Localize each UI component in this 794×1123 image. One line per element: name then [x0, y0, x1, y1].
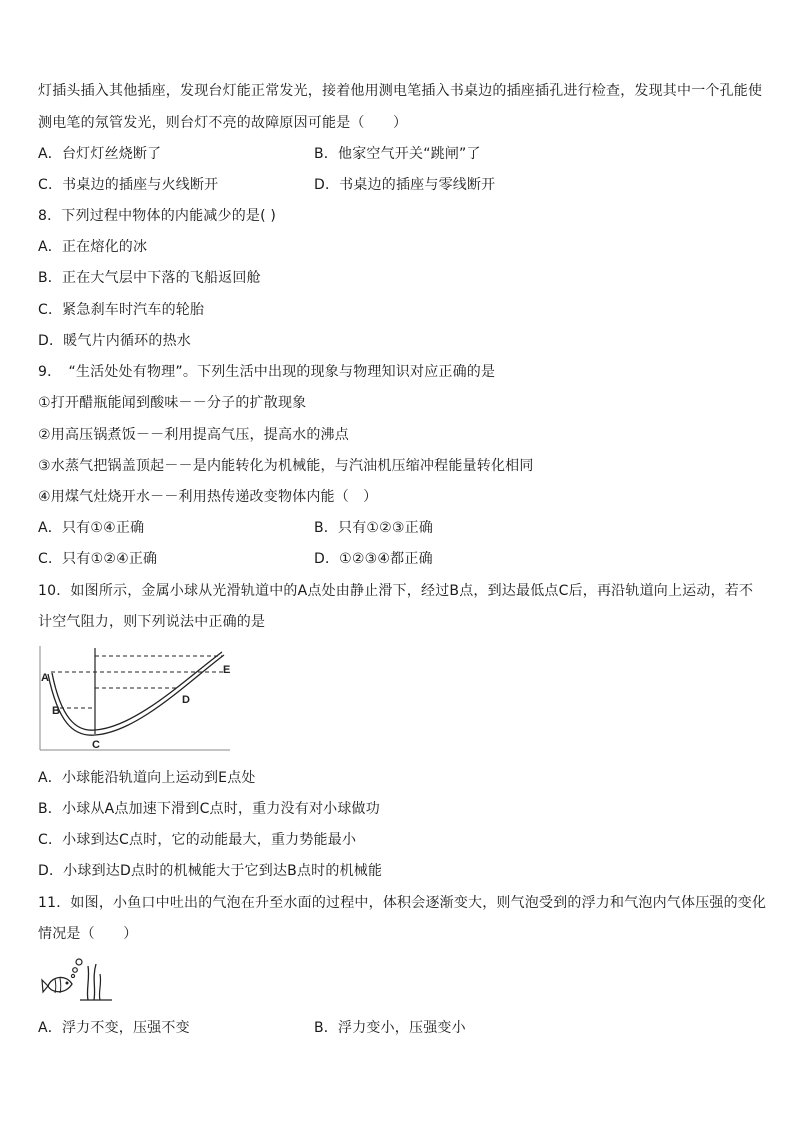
- water-plant-icon: [80, 964, 112, 1000]
- q7-option-d: D．书桌边的插座与零线断开: [314, 177, 496, 193]
- q9-stem: 9． “生活处处有物理”。下列生活中出现的现象与物理知识对应正确的是: [38, 364, 496, 380]
- q8-stem: 8．下列过程中物体的内能减少的是( ): [38, 208, 277, 224]
- q7-option-c: C．书桌边的插座与火线断开: [38, 177, 219, 193]
- q10-stem-line2: 计空气阻力，则下列说法中正确的是: [38, 614, 266, 630]
- q10-option-c: C．小球到达C点时，它的动能最大，重力势能最小: [38, 832, 357, 848]
- label-a: A: [41, 672, 49, 684]
- q10-option-d: D．小球到达D点时的机械能大于它到达B点时的机械能: [38, 863, 383, 879]
- q9-statement-1: ①打开醋瓶能闻到酸味－－分子的扩散现象: [38, 395, 307, 411]
- q11-option-a: A．浮力不变，压强不变: [38, 1020, 190, 1036]
- bubble-icon: [71, 974, 74, 977]
- label-b: B: [52, 705, 60, 717]
- q11-stem-line1: 11．如图，小鱼口中吐出的气泡在升至水面的过程中，体积会逐渐变大，则气泡受到的浮力和气泡内气体压强的变化: [38, 895, 767, 911]
- q7-option-a: A．台灯灯丝烧断了: [38, 146, 162, 162]
- q10-track-figure: [38, 642, 234, 756]
- q7-stem-line2: 测电笔的氖管发光，则台灯不亮的故障原因可能是（ ）: [38, 115, 408, 131]
- bubble-icon: [73, 968, 78, 973]
- q10-option-a: A．小球能沿轨道向上运动到E点处: [38, 770, 256, 786]
- label-e: E: [223, 664, 231, 676]
- q9-statement-3: ③水蒸气把锅盖顶起－－是内能转化为机械能，与汽油机压缩冲程能量转化相同: [38, 458, 534, 474]
- q8-option-d: D．暖气片内循环的热水: [38, 333, 191, 349]
- q9-option-a: A．只有①④正确: [38, 520, 145, 536]
- q9-statement-2: ②用高压锅煮饭－－利用提高气压，提高水的沸点: [38, 427, 349, 443]
- q8-option-a: A．正在熔化的冰: [38, 239, 148, 255]
- q7-stem-line1: 灯插头插入其他插座，发现台灯能正常发光，接着他用测电笔插入书桌边的插座插孔进行检查，发现其中一个孔能使: [38, 83, 763, 99]
- q8-option-c: C．紧急刹车时汽车的轮胎: [38, 302, 205, 318]
- q10-option-b: B．小球从A点加速下滑到C点时，重力没有对小球做功: [38, 801, 380, 817]
- q9-option-d: D．①②③④都正确: [314, 551, 433, 567]
- label-c: C: [92, 739, 100, 751]
- label-d: D: [182, 694, 190, 706]
- q7-option-b: B．他家空气开关“跳闸”了: [314, 146, 481, 162]
- q8-option-b: B．正在大气层中下落的飞船返回舱: [38, 270, 261, 286]
- q11-option-b: B．浮力变小，压强变小: [314, 1020, 466, 1036]
- track-inner: [52, 652, 222, 730]
- q9-statement-4: ④用煤气灶烧开水－－利用热传递改变物体内能（ ）: [38, 489, 378, 505]
- q11-fish-figure: [40, 956, 116, 1002]
- q9-option-c: C．只有①②④正确: [38, 551, 158, 567]
- q10-stem-line1: 10．如图所示，金属小球从光滑轨道中的A点处由静止滑下，经过B点，到达最低点C后，再沿轨道向上运动，若不: [38, 583, 754, 599]
- q9-option-b: B．只有①②③正确: [314, 520, 434, 536]
- fish-icon: [42, 977, 72, 993]
- q11-stem-line2: 情况是（ ）: [38, 926, 138, 942]
- bubble-icon: [76, 959, 82, 965]
